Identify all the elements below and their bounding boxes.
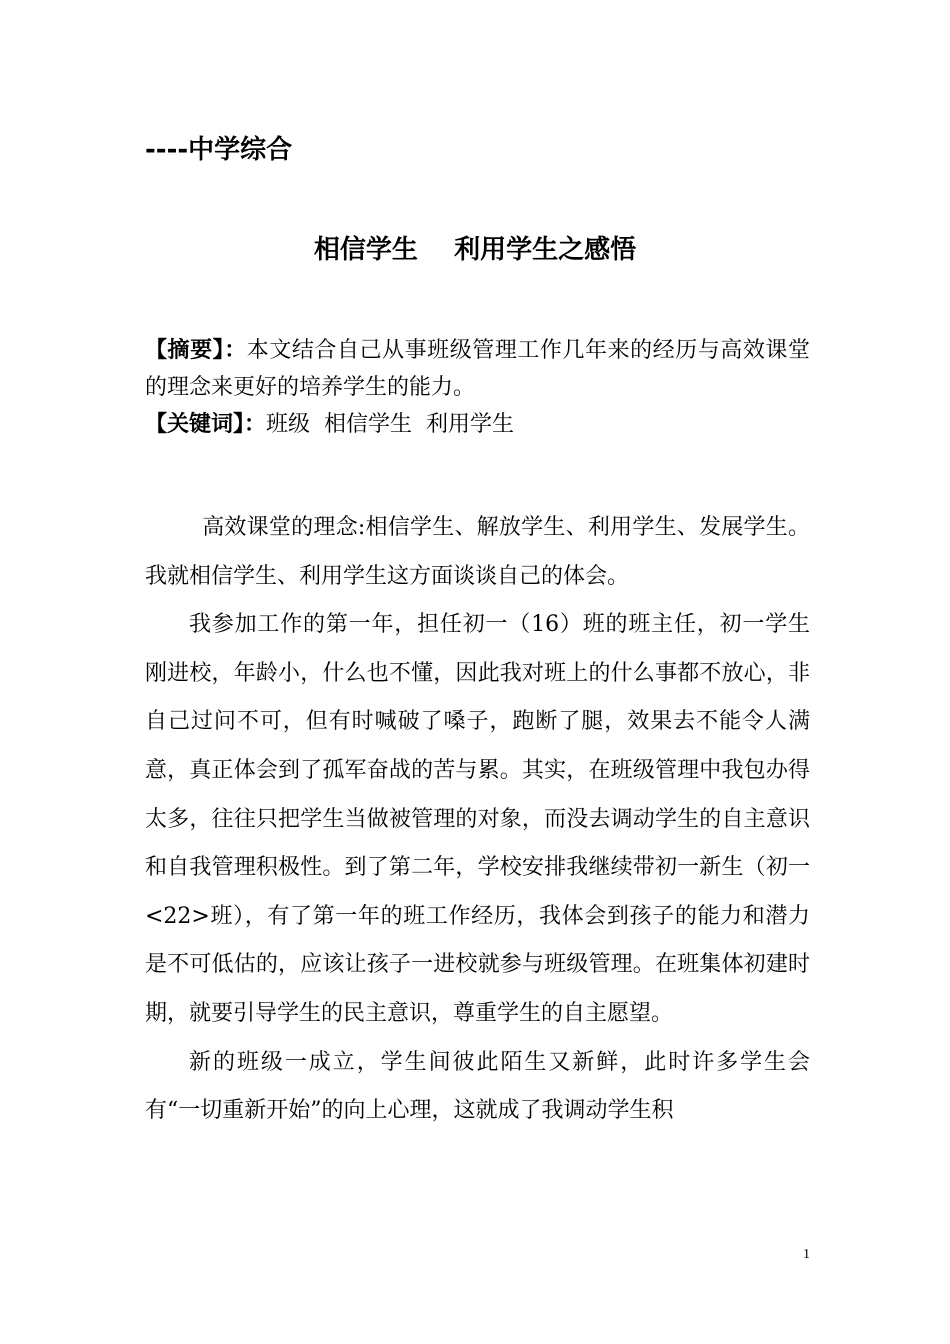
document-title: 相信学生 利用学生之感悟 — [313, 235, 637, 265]
body-paragraph: 新的班级一成立，学生间彼此陌生又新鲜，此时许多学生会有“一切重新开始”的向上心理，这就成了我调动学生积 — [145, 1049, 810, 1124]
keywords-separator: ： — [244, 412, 267, 437]
body-paragraph: 我参加工作的第一年，担任初一（16）班的班主任，初一学生刚进校，年龄小，什么也不懂，因此我对班上的什么事都不放心，非自己过问不可，但有时喊破了嗓子，跑断了腿，效果去不能令人满意，真正体会到了孤军奋战的苦与累。其实，在班级管理中我包办得太多，往往只把学生当做被管理的对象，而没去调动学生的自主意识和自我管理积极性。到了第二年，学校安排我继续带初一新生（初一<22>班），有了第一年的班工作经历，我体会到孩子的能力和潜力是不可低估的，应该让孩子一进校就参与班级管理。在班集体初建时期，就要引导学生的民主意识，尊重学生的自主愿望。 — [145, 612, 810, 1026]
category-heading: ----中学综合 — [145, 135, 293, 165]
abstract-section — [145, 332, 810, 406]
body-text — [145, 504, 810, 1136]
keywords-label: 【关键词】 — [145, 412, 245, 437]
page-number: 1 — [803, 1247, 810, 1262]
keywords-text: 班级 相信学生 利用学生 — [266, 412, 515, 437]
body-paragraph: 高效课堂的理念:相信学生、解放学生、利用学生、发展学生。我就相信学生、利用学生这方面谈谈自己的体会。 — [145, 515, 810, 589]
abstract-separator: ： — [224, 338, 247, 363]
abstract-label: 【摘要】 — [145, 338, 225, 363]
abstract-text: 本文结合自己从事班级管理工作几年来的经历与高效课堂的理念来更好的培养学生的能力。 — [145, 338, 810, 400]
keywords-section — [145, 406, 810, 443]
